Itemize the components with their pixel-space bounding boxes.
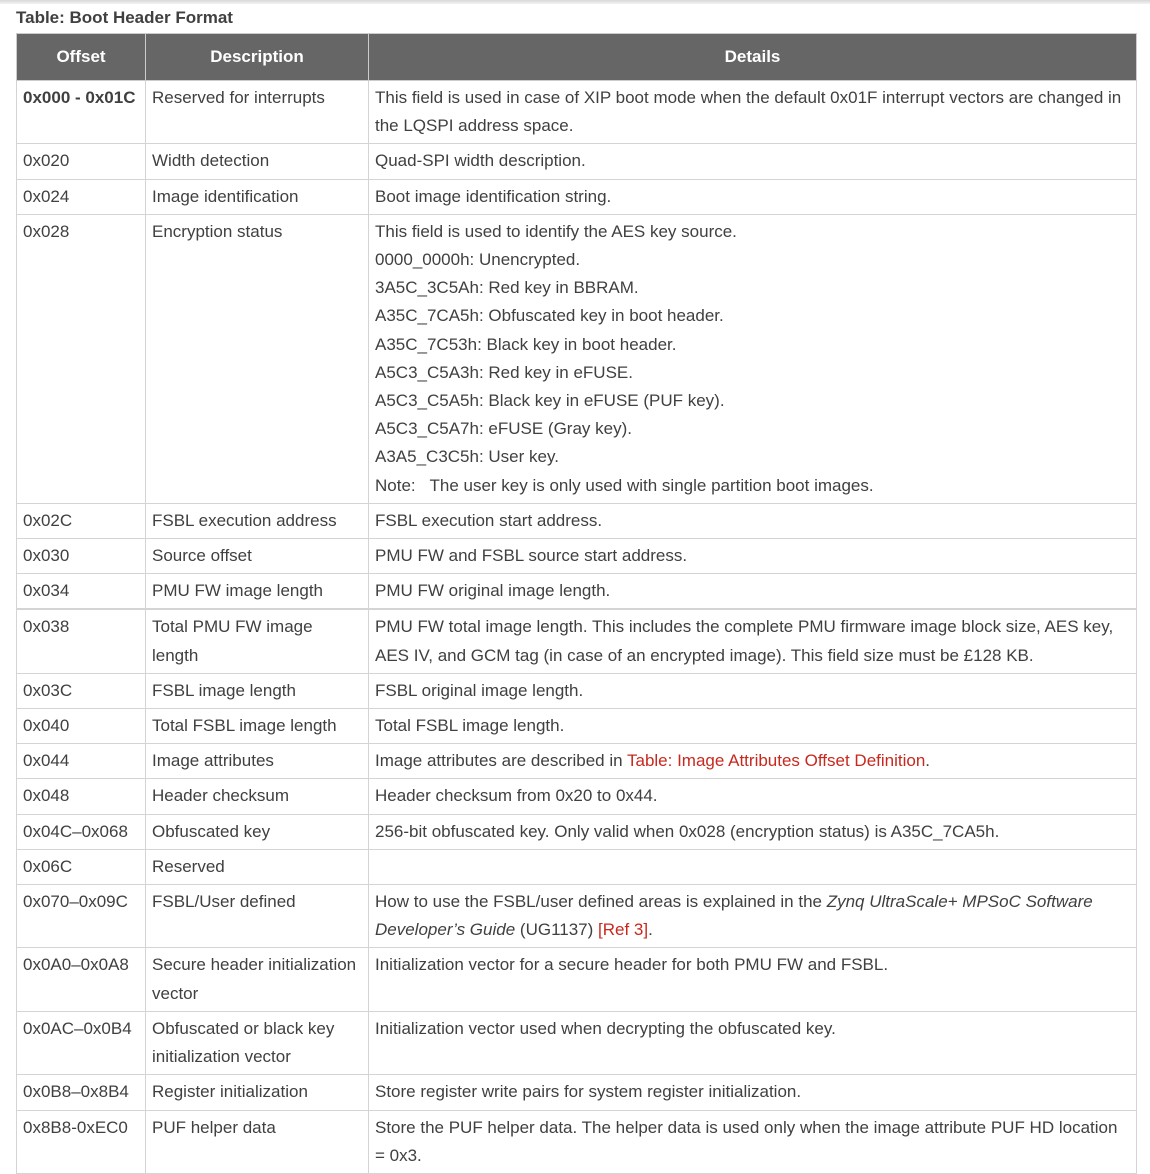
details-cell	[369, 214, 1137, 503]
encryption-code-line: A5C3_C5A7h: eFUSE (Gray key).	[375, 419, 632, 439]
details-text: (UG1137)	[515, 920, 599, 940]
table-row	[17, 539, 1137, 574]
details-cell: This field is used in case of XIP boot mode when the default 0x01F interrupt vectors are changed in the LQSPI address space.	[369, 81, 1137, 144]
offset-cell: 0x024	[17, 179, 146, 214]
description-cell: Reserved	[146, 849, 369, 884]
details-text: .	[648, 920, 653, 940]
encryption-code-line: A35C_7CA5h: Obfuscated key in boot header.	[375, 306, 724, 326]
details-text: Image attributes are described in	[375, 751, 627, 771]
description-cell: FSBL execution address	[146, 503, 369, 538]
details-text: .	[925, 751, 931, 771]
image-attributes-table-link[interactable]: Table: Image Attributes Offset Definition	[627, 751, 926, 771]
details-cell: Quad-SPI width description.	[369, 144, 1137, 179]
table-row	[17, 744, 1137, 779]
encryption-code-line: A35C_7C53h: Black key in boot header.	[375, 334, 677, 354]
description-cell: PMU FW image length	[146, 574, 369, 610]
offset-cell: 0x02C	[17, 503, 146, 538]
table-row	[17, 179, 1137, 214]
description-cell: Obfuscated key	[146, 814, 369, 849]
offset-cell: 0x0A0–0x0A8	[17, 948, 146, 1011]
description-cell: Image identification	[146, 179, 369, 214]
offset-cell: 0x04C–0x068	[17, 814, 146, 849]
previous-content-edge	[0, 0, 1150, 4]
table-row	[17, 849, 1137, 884]
details-cell: Store the PUF helper data. The helper data is used only when the image attribute PUF HD location = 0x3.	[369, 1110, 1137, 1173]
description-cell: Register initialization	[146, 1075, 369, 1110]
description-cell: Total FSBL image length	[146, 709, 369, 744]
table-row	[17, 779, 1137, 814]
header-offset: Offset	[17, 34, 146, 81]
table-row	[17, 948, 1137, 1011]
offset-cell: 0x8B8-0xEC0	[17, 1110, 146, 1173]
table-row	[17, 1110, 1137, 1173]
header-description: Description	[146, 34, 369, 81]
ref-3-link[interactable]: [Ref 3]	[598, 920, 649, 940]
offset-cell: 0x034	[17, 574, 146, 610]
description-cell: Width detection	[146, 144, 369, 179]
description-cell: Obfuscated or black key initialization vector	[146, 1011, 369, 1074]
table-row	[17, 574, 1137, 610]
details-cell: PMU FW original image length.	[369, 574, 1137, 610]
encryption-code-line: A5C3_C5A3h: Red key in eFUSE.	[375, 362, 633, 382]
offset-cell: 0x0B8–0x8B4	[17, 1075, 146, 1110]
details-cell	[369, 849, 1137, 884]
details-cell: 256-bit obfuscated key. Only valid when 0x028 (encryption status) is A35C_7CA5h.	[369, 814, 1137, 849]
table-row	[17, 144, 1137, 179]
details-cell: Total FSBL image length.	[369, 709, 1137, 744]
encryption-code-line: A3A5_C3C5h: User key.	[375, 447, 559, 467]
details-cell: Initialization vector for a secure header for both PMU FW and FSBL.	[369, 948, 1137, 1011]
encryption-code-line: 0000_0000h: Unencrypted.	[375, 250, 581, 270]
offset-cell: 0x030	[17, 539, 146, 574]
offset-cell: 0x0AC–0x0B4	[17, 1011, 146, 1074]
details-cell	[369, 885, 1137, 948]
table-caption: Table: Boot Header Format	[16, 8, 233, 27]
description-cell: FSBL image length	[146, 673, 369, 708]
description-cell: Source offset	[146, 539, 369, 574]
details-cell: Store register write pairs for system register initialization.	[369, 1075, 1137, 1110]
offset-cell: 0x038	[17, 609, 146, 673]
header-details: Details	[369, 34, 1137, 81]
details-cell: FSBL execution start address.	[369, 503, 1137, 538]
description-cell: Header checksum	[146, 779, 369, 814]
encryption-code-line: A5C3_C5A5h: Black key in eFUSE (PUF key).	[375, 391, 725, 411]
description-cell: Total PMU FW image length	[146, 609, 369, 673]
offset-cell: 0x040	[17, 709, 146, 744]
description-cell: Secure header initialization vector	[146, 948, 369, 1011]
offset-cell: 0x020	[17, 144, 146, 179]
table-row	[17, 814, 1137, 849]
details-cell: Initialization vector used when decrypting the obfuscated key.	[369, 1011, 1137, 1074]
description-cell: FSBL/User defined	[146, 885, 369, 948]
encryption-code-line: 3A5C_3C5Ah: Red key in BBRAM.	[375, 278, 639, 298]
details-cell: PMU FW and FSBL source start address.	[369, 539, 1137, 574]
description-cell: Reserved for interrupts	[146, 81, 369, 144]
description-cell: Image attributes	[146, 744, 369, 779]
table-row	[17, 1011, 1137, 1074]
details-cell: PMU FW total image length. This includes the complete PMU firmware image block size, AES key, AES IV, and GCM tag (in case of an encrypted image). This field size must be £128 KB.	[369, 609, 1137, 673]
boot-header-format-table	[16, 33, 1137, 1174]
details-cell: Boot image identification string.	[369, 179, 1137, 214]
offset-cell: 0x000 - 0x01C	[17, 81, 146, 144]
table-row	[17, 709, 1137, 744]
table-row	[17, 1075, 1137, 1110]
guide-title: Zynq UltraScale+ MPSoC Software Developer’s Guide	[375, 892, 1093, 940]
offset-cell: 0x028	[17, 214, 146, 503]
encryption-note: Note: The user key is only used with single partition boot images.	[375, 475, 874, 495]
offset-cell: 0x06C	[17, 849, 146, 884]
offset-cell: 0x044	[17, 744, 146, 779]
description-cell: Encryption status	[146, 214, 369, 503]
offset-cell: 0x048	[17, 779, 146, 814]
details-cell: FSBL original image length.	[369, 673, 1137, 708]
table-row	[17, 81, 1137, 144]
table-row	[17, 503, 1137, 538]
details-cell	[369, 744, 1137, 779]
table-row	[17, 673, 1137, 708]
offset-cell: 0x03C	[17, 673, 146, 708]
details-text: How to use the FSBL/user defined areas is explained in the	[375, 892, 827, 912]
encryption-intro: This field is used to identify the AES key source.	[375, 221, 737, 241]
table-row	[17, 214, 1137, 503]
table-header-row	[17, 34, 1137, 81]
offset-cell: 0x070–0x09C	[17, 885, 146, 948]
description-cell: PUF helper data	[146, 1110, 369, 1173]
table-row	[17, 885, 1137, 948]
details-cell: Header checksum from 0x20 to 0x44.	[369, 779, 1137, 814]
table-row	[17, 609, 1137, 673]
